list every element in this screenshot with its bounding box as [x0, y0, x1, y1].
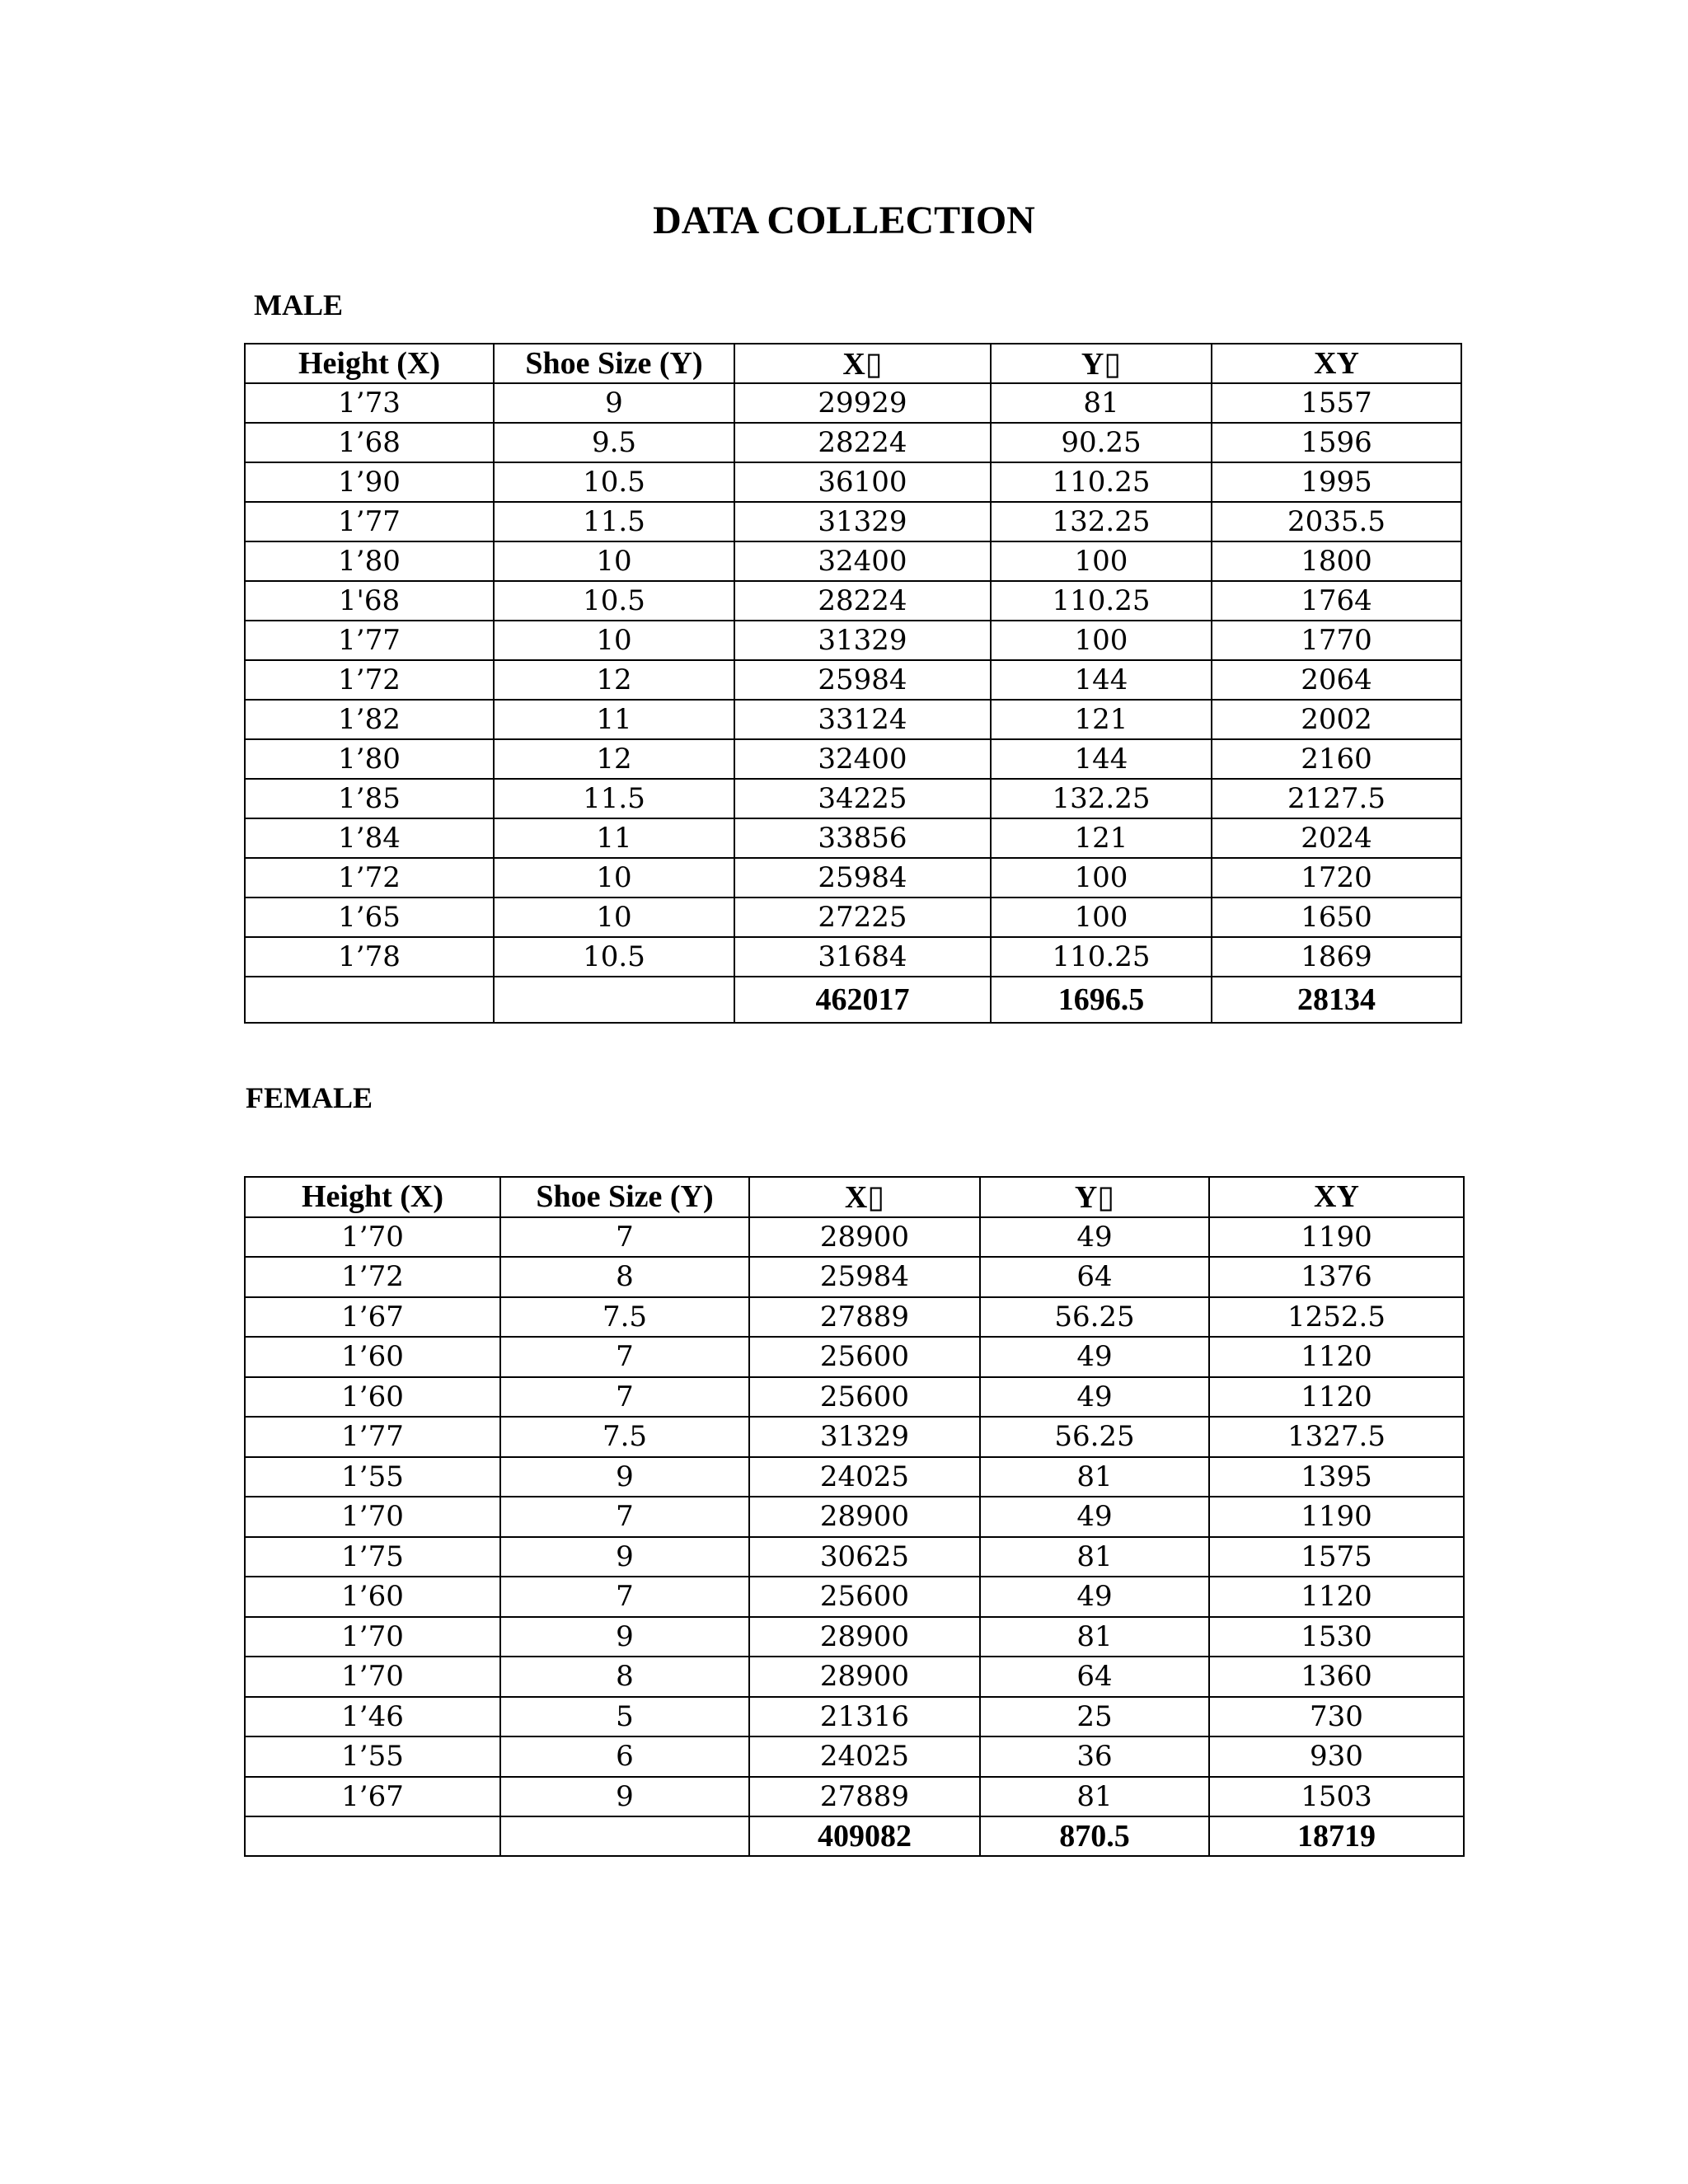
cell-shoe-size: 7: [500, 1337, 749, 1377]
cell-shoe-size: 12: [494, 739, 734, 779]
cell-y-squared: 100: [991, 858, 1212, 898]
table-row: [245, 937, 1461, 977]
cell-x-squared: 25984: [734, 660, 991, 700]
cell-y-squared: 110.25: [991, 462, 1212, 502]
cell-x-squared: 33124: [734, 700, 991, 739]
column-header-x-squared: X▯: [749, 1177, 980, 1217]
cell-xy: 2002: [1212, 700, 1461, 739]
cell-y-squared: 81: [980, 1617, 1209, 1657]
cell-xy: 1770: [1212, 621, 1461, 660]
cell-height: 1'68: [245, 581, 494, 621]
cell-y-squared: 132.25: [991, 779, 1212, 818]
cell-height: 1’67: [245, 1777, 500, 1817]
column-header-y-squared: Y▯: [980, 1177, 1209, 1217]
cell-y-squared: 100: [991, 541, 1212, 581]
total-x-squared: 462017: [734, 977, 991, 1023]
totals-row: [245, 1816, 1464, 1856]
cell-x-squared: 27225: [734, 898, 991, 937]
cell-xy: 1503: [1209, 1777, 1464, 1817]
male-section-label: MALE: [254, 288, 343, 321]
cell-y-squared: 36: [980, 1736, 1209, 1777]
cell-height: 1’70: [245, 1497, 500, 1537]
male-table-body: [245, 344, 1461, 1023]
cell-xy: 930: [1209, 1736, 1464, 1777]
cell-shoe-size: 10.5: [494, 581, 734, 621]
cell-shoe-size: 9: [500, 1777, 749, 1817]
cell-height: 1’80: [245, 739, 494, 779]
cell-y-squared: 64: [980, 1257, 1209, 1297]
cell-shoe-size: 9: [500, 1457, 749, 1497]
table-row: [245, 1497, 1464, 1537]
table-row: [245, 700, 1461, 739]
cell-height: 1’85: [245, 779, 494, 818]
table-row: [245, 1377, 1464, 1418]
table-row: [245, 1617, 1464, 1657]
cell-xy: 1327.5: [1209, 1417, 1464, 1457]
cell-xy: 1190: [1209, 1497, 1464, 1537]
table-row: [245, 1217, 1464, 1258]
cell-x-squared: 27889: [749, 1297, 980, 1338]
cell-x-squared: 27889: [749, 1777, 980, 1817]
cell-x-squared: 31684: [734, 937, 991, 977]
column-header-shoe-size: Shoe Size (Y): [494, 344, 734, 383]
cell-shoe-size: 8: [500, 1257, 749, 1297]
cell-x-squared: 25984: [749, 1257, 980, 1297]
cell-xy: 2035.5: [1212, 502, 1461, 541]
cell-x-squared: 21316: [749, 1697, 980, 1737]
table-row: [245, 739, 1461, 779]
cell-shoe-size: 7: [500, 1497, 749, 1537]
cell-xy: 1120: [1209, 1577, 1464, 1617]
table-row: [245, 818, 1461, 858]
cell-height: 1’78: [245, 937, 494, 977]
cell-x-squared: 31329: [734, 502, 991, 541]
cell-y-squared: 144: [991, 739, 1212, 779]
cell-y-squared: 100: [991, 898, 1212, 937]
cell-height: 1’46: [245, 1697, 500, 1737]
cell-shoe-size: 9.5: [494, 423, 734, 462]
cell-height: 1’90: [245, 462, 494, 502]
cell-x-squared: 25600: [749, 1337, 980, 1377]
cell-height: 1’72: [245, 858, 494, 898]
cell-height: 1’68: [245, 423, 494, 462]
table-row: [245, 541, 1461, 581]
cell-height: 1’55: [245, 1736, 500, 1777]
cell-shoe-size: 7.5: [500, 1297, 749, 1338]
cell-xy: 1869: [1212, 937, 1461, 977]
cell-height: 1’77: [245, 502, 494, 541]
column-header-xy: XY: [1212, 344, 1461, 383]
table-row: [245, 1657, 1464, 1697]
cell-xy: 1395: [1209, 1457, 1464, 1497]
table-row: [245, 1417, 1464, 1457]
cell-height: 1’60: [245, 1577, 500, 1617]
cell-xy: 1190: [1209, 1217, 1464, 1258]
cell-shoe-size: 5: [500, 1697, 749, 1737]
cell-height: 1’67: [245, 1297, 500, 1338]
cell-shoe-size: 9: [500, 1537, 749, 1577]
cell-height: 1’60: [245, 1377, 500, 1418]
total-xy: 18719: [1209, 1816, 1464, 1856]
cell-height: 1’70: [245, 1657, 500, 1697]
cell-x-squared: 28224: [734, 581, 991, 621]
cell-xy: 1120: [1209, 1337, 1464, 1377]
column-header-xy: XY: [1209, 1177, 1464, 1217]
cell-shoe-size: 7.5: [500, 1417, 749, 1457]
cell-y-squared: 132.25: [991, 502, 1212, 541]
cell-x-squared: 25600: [749, 1577, 980, 1617]
cell-xy: 2127.5: [1212, 779, 1461, 818]
cell-xy: 2160: [1212, 739, 1461, 779]
cell-xy: 1596: [1212, 423, 1461, 462]
cell-y-squared: 25: [980, 1697, 1209, 1737]
cell-y-squared: 49: [980, 1577, 1209, 1617]
cell-height: 1’70: [245, 1617, 500, 1657]
cell-y-squared: 56.25: [980, 1417, 1209, 1457]
cell-height: 1’84: [245, 818, 494, 858]
cell-shoe-size: 9: [494, 383, 734, 423]
cell-y-squared: 49: [980, 1337, 1209, 1377]
cell-shoe-size: 7: [500, 1577, 749, 1617]
cell-shoe-size: 11: [494, 700, 734, 739]
cell-x-squared: 24025: [749, 1736, 980, 1777]
cell-xy: 2064: [1212, 660, 1461, 700]
cell-shoe-size: 11.5: [494, 779, 734, 818]
male-data-table: [244, 343, 1462, 1024]
cell-y-squared: 49: [980, 1497, 1209, 1537]
cell-shoe-size: 10: [494, 858, 734, 898]
cell-xy: 2024: [1212, 818, 1461, 858]
column-header-x-squared: X▯: [734, 344, 991, 383]
cell-x-squared: 32400: [734, 541, 991, 581]
female-table-body: [245, 1177, 1464, 1856]
cell-height: 1’77: [245, 621, 494, 660]
total-y-squared: 1696.5: [991, 977, 1212, 1023]
table-row: [245, 1577, 1464, 1617]
total-shoe-size: [500, 1816, 749, 1856]
cell-y-squared: 90.25: [991, 423, 1212, 462]
total-xy: 28134: [1212, 977, 1461, 1023]
total-y-squared: 870.5: [980, 1816, 1209, 1856]
cell-shoe-size: 11: [494, 818, 734, 858]
cell-xy: 1530: [1209, 1617, 1464, 1657]
table-row: [245, 383, 1461, 423]
cell-shoe-size: 7: [500, 1377, 749, 1418]
table-row: [245, 898, 1461, 937]
cell-x-squared: 31329: [734, 621, 991, 660]
total-height: [245, 1816, 500, 1856]
cell-y-squared: 81: [980, 1777, 1209, 1817]
table-row: [245, 462, 1461, 502]
table-row: [245, 1457, 1464, 1497]
cell-xy: 1995: [1212, 462, 1461, 502]
cell-y-squared: 64: [980, 1657, 1209, 1697]
cell-x-squared: 29929: [734, 383, 991, 423]
cell-height: 1’70: [245, 1217, 500, 1258]
cell-height: 1’65: [245, 898, 494, 937]
cell-shoe-size: 10.5: [494, 937, 734, 977]
header-row: [245, 1177, 1464, 1217]
cell-height: 1’75: [245, 1537, 500, 1577]
cell-y-squared: 110.25: [991, 937, 1212, 977]
cell-y-squared: 81: [980, 1457, 1209, 1497]
cell-xy: 1120: [1209, 1377, 1464, 1418]
cell-x-squared: 28900: [749, 1217, 980, 1258]
column-header-shoe-size: Shoe Size (Y): [500, 1177, 749, 1217]
table-row: [245, 779, 1461, 818]
cell-x-squared: 32400: [734, 739, 991, 779]
cell-y-squared: 100: [991, 621, 1212, 660]
table-row: [245, 1777, 1464, 1817]
cell-y-squared: 49: [980, 1377, 1209, 1418]
cell-xy: 1720: [1212, 858, 1461, 898]
total-height: [245, 977, 494, 1023]
cell-shoe-size: 12: [494, 660, 734, 700]
cell-x-squared: 28900: [749, 1657, 980, 1697]
column-header-y-squared: Y▯: [991, 344, 1212, 383]
cell-y-squared: 81: [980, 1537, 1209, 1577]
cell-xy: 1575: [1209, 1537, 1464, 1577]
table-row: [245, 1297, 1464, 1338]
cell-height: 1’77: [245, 1417, 500, 1457]
cell-y-squared: 81: [991, 383, 1212, 423]
table-row: [245, 1337, 1464, 1377]
cell-y-squared: 121: [991, 818, 1212, 858]
cell-x-squared: 24025: [749, 1457, 980, 1497]
cell-x-squared: 28900: [749, 1617, 980, 1657]
cell-xy: 1557: [1212, 383, 1461, 423]
column-header-height: Height (X): [245, 344, 494, 383]
cell-y-squared: 144: [991, 660, 1212, 700]
cell-xy: 1800: [1212, 541, 1461, 581]
cell-height: 1’60: [245, 1337, 500, 1377]
cell-shoe-size: 8: [500, 1657, 749, 1697]
header-row: [245, 344, 1461, 383]
cell-x-squared: 31329: [749, 1417, 980, 1457]
cell-xy: 1764: [1212, 581, 1461, 621]
cell-height: 1’72: [245, 1257, 500, 1297]
cell-shoe-size: 6: [500, 1736, 749, 1777]
cell-y-squared: 49: [980, 1217, 1209, 1258]
total-x-squared: 409082: [749, 1816, 980, 1856]
cell-x-squared: 33856: [734, 818, 991, 858]
cell-height: 1’80: [245, 541, 494, 581]
cell-y-squared: 56.25: [980, 1297, 1209, 1338]
cell-height: 1’72: [245, 660, 494, 700]
table-row: [245, 621, 1461, 660]
totals-row: [245, 977, 1461, 1023]
table-row: [245, 423, 1461, 462]
cell-xy: 1376: [1209, 1257, 1464, 1297]
female-section-label: FEMALE: [246, 1081, 373, 1114]
cell-xy: 1360: [1209, 1657, 1464, 1697]
cell-xy: 1252.5: [1209, 1297, 1464, 1338]
table-row: [245, 1697, 1464, 1737]
cell-x-squared: 30625: [749, 1537, 980, 1577]
cell-x-squared: 34225: [734, 779, 991, 818]
total-shoe-size: [494, 977, 734, 1023]
cell-x-squared: 25984: [734, 858, 991, 898]
page-title: DATA COLLECTION: [653, 199, 1035, 242]
table-row: [245, 581, 1461, 621]
column-header-height: Height (X): [245, 1177, 500, 1217]
cell-height: 1’55: [245, 1457, 500, 1497]
cell-shoe-size: 10: [494, 898, 734, 937]
table-row: [245, 1736, 1464, 1777]
cell-shoe-size: 9: [500, 1617, 749, 1657]
cell-x-squared: 28224: [734, 423, 991, 462]
table-row: [245, 1257, 1464, 1297]
table-row: [245, 858, 1461, 898]
table-row: [245, 660, 1461, 700]
cell-y-squared: 110.25: [991, 581, 1212, 621]
cell-xy: 1650: [1212, 898, 1461, 937]
cell-x-squared: 36100: [734, 462, 991, 502]
cell-shoe-size: 10.5: [494, 462, 734, 502]
cell-y-squared: 121: [991, 700, 1212, 739]
cell-shoe-size: 10: [494, 621, 734, 660]
cell-shoe-size: 7: [500, 1217, 749, 1258]
cell-height: 1’82: [245, 700, 494, 739]
cell-x-squared: 28900: [749, 1497, 980, 1537]
cell-xy: 730: [1209, 1697, 1464, 1737]
table-row: [245, 1537, 1464, 1577]
cell-shoe-size: 11.5: [494, 502, 734, 541]
cell-shoe-size: 10: [494, 541, 734, 581]
cell-height: 1’73: [245, 383, 494, 423]
table-row: [245, 502, 1461, 541]
female-data-table: [244, 1176, 1465, 1857]
cell-x-squared: 25600: [749, 1377, 980, 1418]
